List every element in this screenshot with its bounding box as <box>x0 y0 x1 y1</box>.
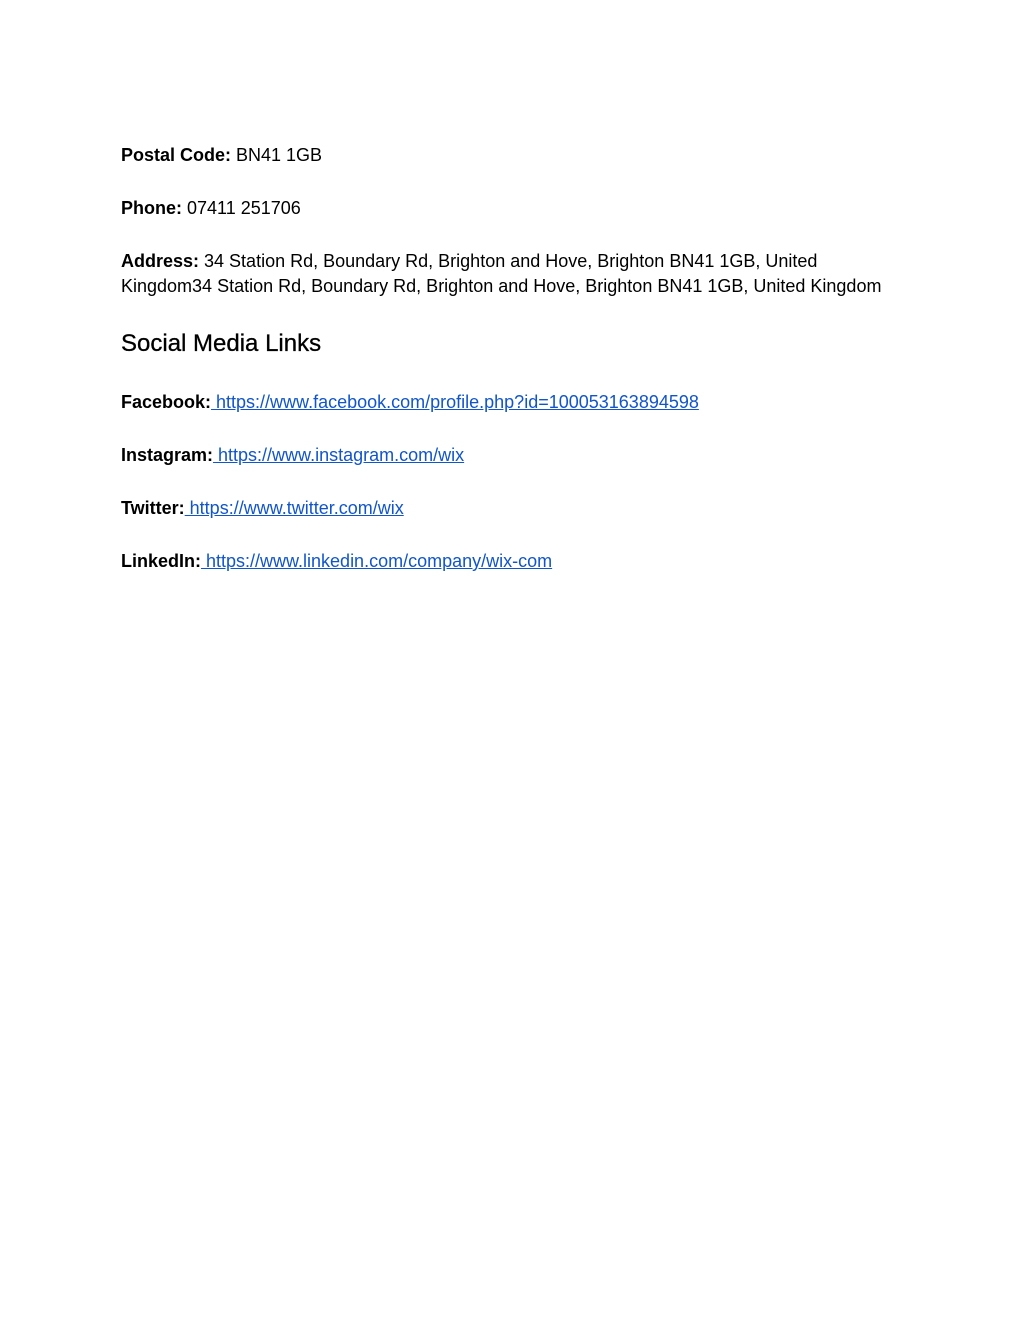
facebook-field <box>121 390 911 415</box>
linkedin-field <box>121 549 911 574</box>
linkedin-label: LinkedIn: <box>121 551 201 571</box>
instagram-label: Instagram: <box>121 445 214 465</box>
phone-label: Phone: <box>121 198 182 218</box>
facebook-link[interactable]: https://www.facebook.com/profile.php?id=100053163894598 <box>211 392 699 412</box>
social-media-heading: Social Media Links <box>121 330 322 357</box>
instagram-link[interactable]: https://www.instagram.com/wix <box>213 445 465 465</box>
address-label: Address: <box>121 251 200 271</box>
address-value: 34 Station Rd, Boundary Rd, Brighton and Hove, Brighton BN41 1GB, United Kingdom34 Station Rd, Boundary Rd, Brighton and Hove, Brighton BN41 1GB, United Kingdom <box>121 251 882 296</box>
twitter-field <box>121 496 911 521</box>
phone-field <box>121 196 911 221</box>
linkedin-link[interactable]: https://www.linkedin.com/company/wix-com <box>201 551 553 571</box>
postal-code-value: BN41 1GB <box>231 145 323 165</box>
twitter-link[interactable]: https://www.twitter.com/wix <box>184 498 404 518</box>
instagram-field <box>121 443 911 468</box>
phone-value: 07411 251706 <box>182 198 301 218</box>
postal-code-field <box>121 143 911 168</box>
address-field <box>121 249 911 299</box>
facebook-label: Facebook: <box>121 392 212 412</box>
document-content <box>121 143 911 602</box>
twitter-label: Twitter: <box>121 498 185 518</box>
postal-code-label: Postal Code: <box>121 145 232 165</box>
